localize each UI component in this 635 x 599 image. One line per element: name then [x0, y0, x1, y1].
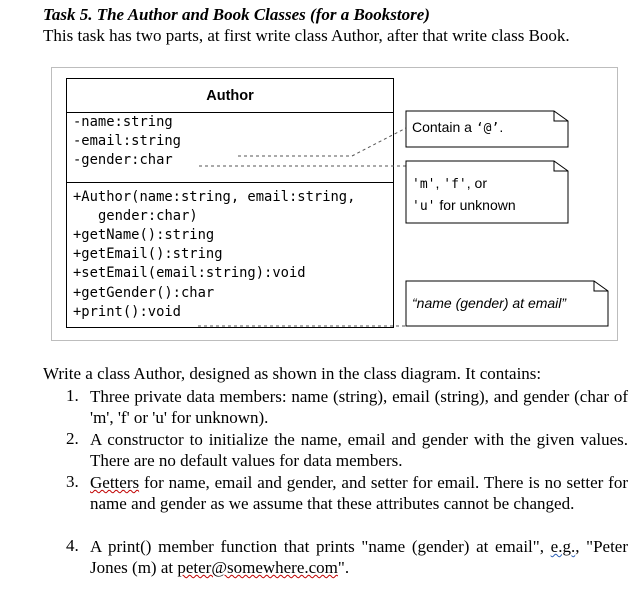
note-print: “name (gender) at email” — [412, 295, 567, 311]
item-3-rest: for name, email and gender, and setter for email. There is no setter for name and gender as we assume that these attributes cannot be changed. — [90, 473, 628, 513]
item-1-text: Three private data members: name (string), email (string), and gender (char of 'm', 'f' or 'u' for unknown). — [90, 387, 628, 427]
class-diagram — [51, 67, 618, 341]
note-gender-f: 'f' — [443, 177, 467, 192]
item-2-text: A constructor to initialize the name, email and gender with the given values. There are no default values for data members. — [90, 430, 628, 470]
item-2-number: 2. — [66, 429, 79, 448]
item-4-part-c: ". — [337, 558, 350, 577]
item-3-text — [90, 472, 628, 514]
task-title: Task 5. The Author and Book Classes (for a Bookstore) — [43, 5, 430, 24]
note-gender-u: 'u' — [412, 199, 436, 214]
note-email — [412, 119, 503, 136]
note-gender — [412, 173, 516, 217]
method-setemail: +setEmail(email:string):void — [73, 265, 306, 281]
method-getemail: +getEmail():string — [73, 246, 223, 262]
item-4-email: peter@somewhere.com — [177, 558, 338, 577]
attribute-email: -email:string — [73, 133, 181, 149]
item-4-part-b: , "Peter Jones (m) at — [90, 537, 628, 577]
task-intro: This task has two parts, at first write class Author, after that write class Book. — [43, 26, 570, 45]
note-gender-sep: , — [435, 175, 444, 191]
body-lead: Write a class Author, designed as shown in the class diagram. It contains: — [43, 364, 542, 383]
method-getgender: +getGender():char — [73, 285, 215, 301]
item-3-getters: Getters — [90, 473, 140, 492]
note-gender-rest: for unknown — [435, 197, 516, 213]
item-3-number: 3. — [66, 472, 79, 491]
method-print: +print():void — [73, 304, 181, 320]
class-name: Author — [67, 79, 393, 113]
note-gender-or: , or — [466, 175, 487, 191]
attribute-gender: -gender:char — [73, 152, 173, 168]
item-4-eg: e.g. — [550, 537, 576, 556]
attribute-name: -name:string — [73, 114, 173, 130]
method-getname: +getName():string — [73, 227, 215, 243]
method-constructor-cont: gender:char) — [98, 208, 198, 224]
note-email-post: . — [499, 119, 504, 135]
note-gender-m: 'm' — [412, 177, 436, 192]
method-constructor: +Author(name:string, email:string, — [73, 189, 356, 205]
item-4-number: 4. — [66, 536, 79, 555]
item-4-text — [90, 536, 628, 578]
note-email-code: ‘@’ — [475, 121, 500, 136]
item-1-number: 1. — [66, 386, 79, 405]
note-email-pre: Contain a — [412, 119, 476, 135]
item-4-part-a: A print() member function that prints "name (gender) at email", — [90, 537, 551, 556]
